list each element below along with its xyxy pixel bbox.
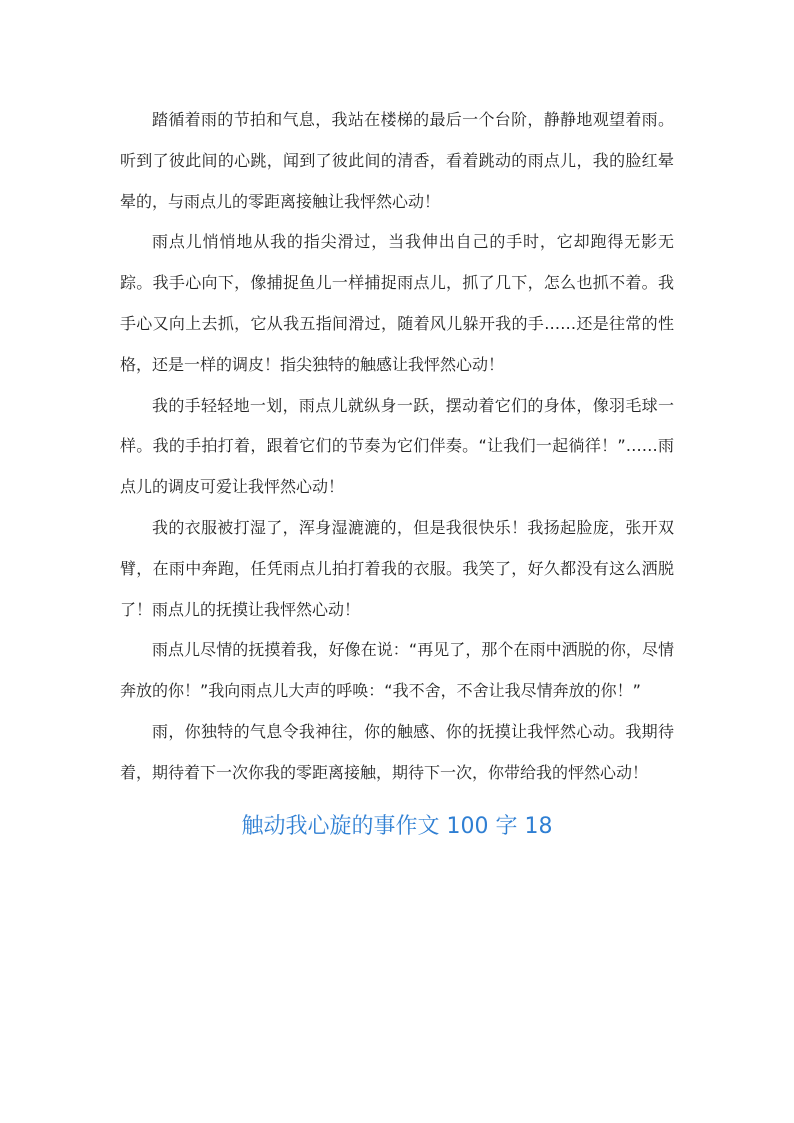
paragraph-6: 雨，你独特的气息令我神往，你的触感、你的抚摸让我怦然心动。我期待着，期待着下一次你我的零距离接触，期待下一次，你带给我的怦然心动！ [120,721,674,782]
section-heading: 触动我心旋的事作文 100 字 18 [241,813,553,839]
paragraph-1: 踏循着雨的节拍和气息，我站在楼梯的最后一个台阶，静静地观望着雨。听到了彼此间的心跳，闻到了彼此间的清香，看着跳动的雨点儿，我的脸红晕晕的，与雨点儿的零距离接触让我怦然心动！ [120,110,674,211]
document-body [120,100,674,842]
paragraph-4: 我的衣服被打湿了，浑身湿漉漉的，但是我很快乐！我扬起脸庞，张开双臂，在雨中奔跑，任凭雨点儿拍打着我的衣服。我笑了，好久都没有这么洒脱了！雨点儿的抚摸让我怦然心动！ [120,517,674,619]
paragraph-5: 雨点儿尽情的抚摸着我，好像在说：“再见了，那个在雨中洒脱的你，尽情奔放的你！”我向雨点儿大声的呼唤：“我不舍，不舍让我尽情奔放的你！” [120,640,674,701]
paragraph-3: 我的手轻轻地一划，雨点儿就纵身一跃，摆动着它们的身体，像羽毛球一样。我的手拍打着，跟着它们的节奏为它们伴奏。“让我们一起徜徉！”……雨点儿的调皮可爱让我怦然心动！ [120,395,674,497]
paragraph-2: 雨点儿悄悄地从我的指尖滑过，当我伸出自己的手时，它却跑得无影无踪。我手心向下，像捕捉鱼儿一样捕捉雨点儿，抓了几下，怎么也抓不着。我手心又向上去抓，它从我五指间滑过，随着风儿躲开我的手……还是往常的性格，还是一样的调皮！指尖独特的触感让我怦然心动！ [120,232,674,374]
